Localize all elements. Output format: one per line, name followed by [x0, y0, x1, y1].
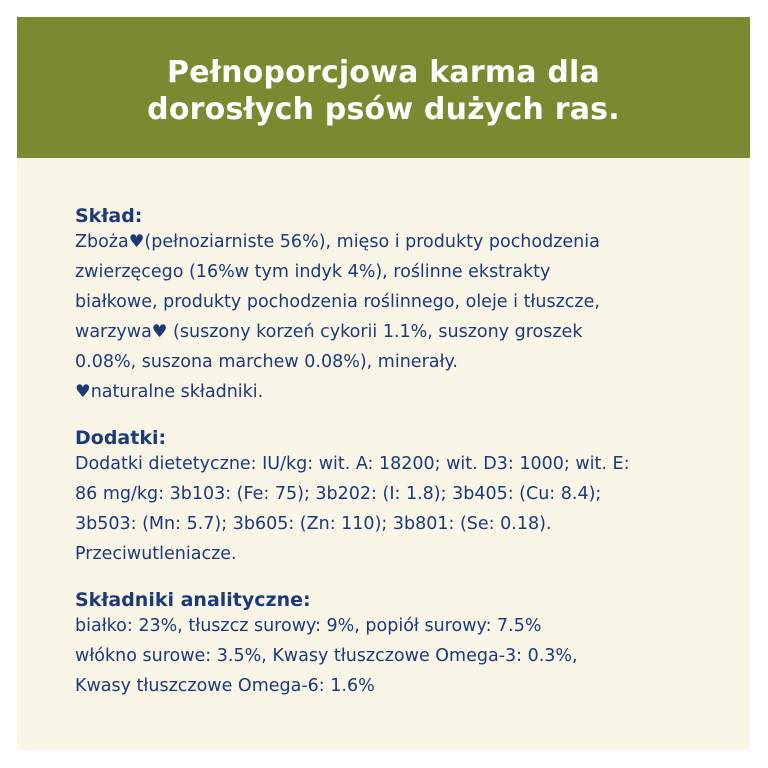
section-body-composition: Zboża♥(pełnoziarniste 56%), mięso i produkty pochodzenia zwierzęcego (16%w tym indyk 4%), roślinne ekstrakty białkowe, produkty pochodzenia roślinnego, oleje i tłuszcze, warzywa♥ (suszony korzeń cykorii 1.1%, suszony groszek 0.08%, suszona marchew 0.08%), minerały. ♥naturalne składniki.	[75, 232, 600, 402]
section-body-additives: Dodatki dietetyczne: IU/kg: wit. A: 18200; wit. D3: 1000; wit. E: 86 mg/kg: 3b103: (Fe: 75); 3b202: (I: 1.8); 3b405: (Cu: 8.4); 3b503: (Mn: 5.7); 3b605: (Zn: 110); 3b801: (Se: 0.18). Przeciwutleniacze.	[75, 454, 630, 564]
section-heading-additives: Dodatki:	[75, 427, 167, 449]
section-heading-composition: Skład:	[75, 205, 143, 227]
section-additives	[75, 427, 715, 569]
section-composition	[75, 205, 715, 407]
section-body-analytical: białko: 23%, tłuszcz surowy: 9%, popiół surowy: 7.5% włókno surowe: 3.5%, Kwasy tłuszczowe Omega-3: 0.3%, Kwasy tłuszczowe Omega-6: 1.6%	[75, 616, 578, 696]
content-area	[75, 205, 715, 721]
label-panel	[17, 17, 750, 750]
section-heading-analytical: Składniki analityczne:	[75, 589, 311, 611]
page-title: Pełnoporcjowa karma dla dorosłych psów dużych ras.	[147, 54, 620, 127]
section-analytical	[75, 589, 715, 701]
header-banner	[17, 17, 750, 158]
